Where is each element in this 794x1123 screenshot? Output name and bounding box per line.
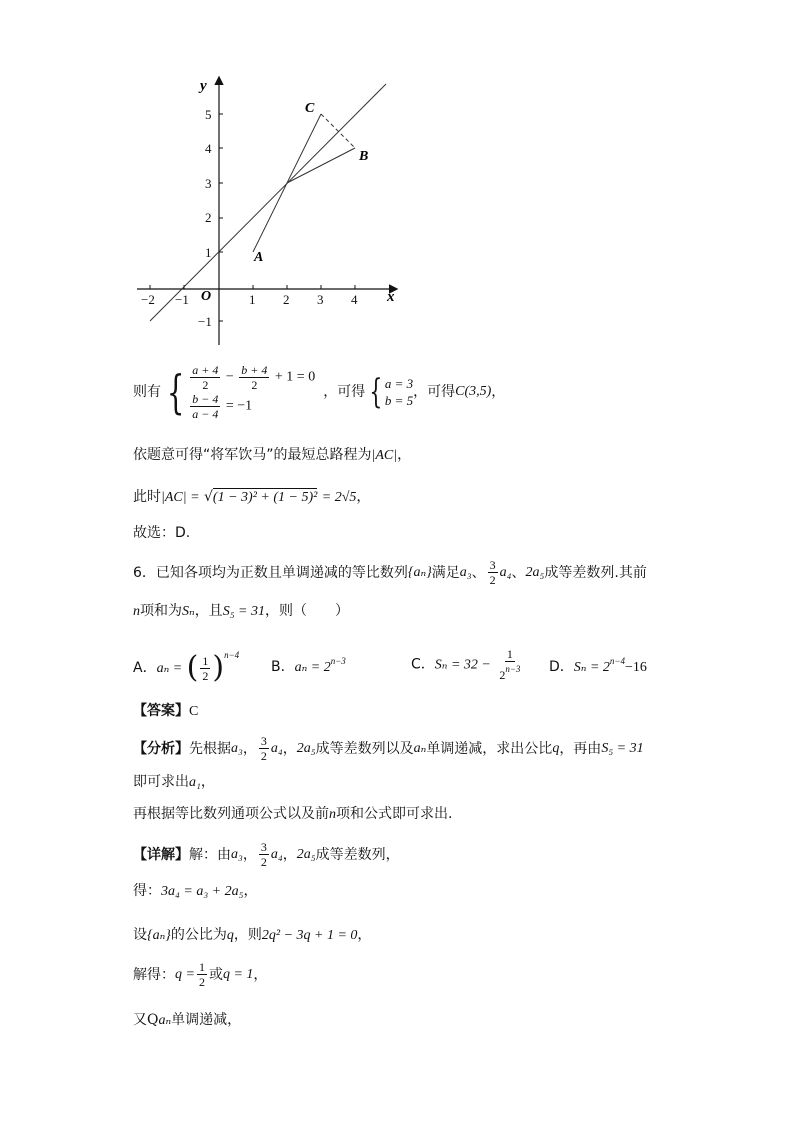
x-tick-label: 1	[249, 292, 256, 307]
text: 成等差数列，	[315, 846, 400, 863]
math: = 2√5	[321, 490, 357, 505]
choice-a[interactable]: A．aₙ = ( $\frac{1}{2}$ )$^{n-4}$	[133, 650, 240, 685]
math: aₙ = 2	[294, 659, 331, 675]
dashed-cb	[321, 114, 355, 148]
frac-den: 2	[260, 855, 267, 869]
exponent: n−3	[330, 655, 346, 666]
system-2: { a = 3 b = 5	[369, 372, 414, 412]
equation-system-line	[133, 357, 505, 427]
text: 成等差数列以及	[315, 740, 414, 757]
detail-line-1	[133, 840, 400, 869]
frac-num: b − 4	[192, 392, 219, 406]
frac-num: 3	[489, 558, 496, 572]
question-6	[133, 558, 647, 587]
text: ，则（ ）	[265, 603, 350, 619]
detail-tag: 【详解】	[133, 846, 189, 863]
radicand: (1 − 3)² + (1 − 5)²	[212, 490, 318, 505]
math: Sₙ	[182, 604, 195, 619]
question-number: 6．	[133, 564, 156, 581]
exponent: n−4	[224, 650, 240, 660]
frac-den: 2	[198, 975, 205, 989]
frac-num: 1	[198, 960, 205, 974]
frac-den: 2	[489, 573, 496, 587]
text: ，	[356, 489, 371, 505]
text: 解得：	[133, 966, 175, 983]
math: aₙ	[413, 740, 427, 756]
frac-den: 2	[202, 668, 209, 683]
text: ，	[200, 774, 215, 790]
point-c: C(3,5)	[455, 384, 492, 399]
frac-num: b + 4	[241, 363, 268, 377]
point-label-b: B	[359, 149, 369, 164]
text: 单调递减，	[171, 1012, 242, 1028]
text: ，	[242, 846, 257, 863]
frac-num: 1	[506, 646, 513, 661]
text: ，	[491, 384, 506, 400]
math: |AC| =	[161, 490, 200, 505]
text: ，且	[194, 603, 223, 619]
text: 满足	[431, 564, 460, 581]
question-6-line-2	[133, 601, 349, 622]
eq-tail: + 1 = 0	[274, 369, 316, 385]
text: 的公比为	[170, 927, 227, 943]
text: ，	[282, 740, 297, 757]
choice-b[interactable]	[271, 651, 411, 678]
text: ，	[357, 927, 372, 943]
exponent: n−3	[505, 663, 521, 674]
text: 、	[511, 564, 526, 581]
segment-b	[287, 148, 355, 183]
math: q	[552, 740, 560, 756]
math: {aₙ}	[407, 564, 432, 580]
x-tick-label: −1	[175, 292, 189, 307]
frac-den: 2	[251, 378, 258, 392]
text-line: 此时|AC| = √(1 − 3)² + (1 − 5)² = 2√5，	[133, 489, 371, 505]
x-tick-label: 2	[283, 292, 290, 307]
choice-label: D．	[549, 658, 574, 675]
exponent: n−4	[609, 655, 625, 666]
math: q = 1	[222, 966, 254, 982]
math: a₄	[270, 846, 283, 862]
text: 得：	[133, 883, 161, 899]
analysis-line-1	[133, 734, 644, 763]
math: S₅ = 31	[601, 740, 644, 756]
math: S₅ = 31	[222, 604, 266, 619]
math: {aₙ}	[147, 928, 171, 943]
analysis-line-2	[133, 772, 215, 793]
math: 3a₄ = a₃ + 2a₅	[161, 884, 244, 899]
frac-den: a − 4	[192, 407, 219, 421]
x-tick-label: 4	[351, 292, 358, 307]
y-tick-label: 5	[205, 107, 212, 122]
frac-den: 2	[260, 749, 267, 763]
text: ，再由	[559, 740, 602, 757]
math: 2a₅	[296, 740, 316, 756]
math: a₃	[459, 564, 472, 580]
math: a₄	[270, 740, 283, 756]
system-1: { $\frac{a + 4}{2}$ − $\frac{b + 4}{2}$ + 1 = 0 $\frac{b - 4}{a - 4}$ = −1	[166, 363, 316, 421]
text: ，	[282, 846, 297, 863]
frac-den: 2	[202, 378, 209, 392]
choice-label: C．	[411, 656, 435, 672]
frac-num: 1	[202, 653, 209, 668]
analysis-tag: 【分析】	[133, 740, 189, 757]
text: 成等差数列.其前	[544, 564, 647, 581]
math: aₙ	[158, 1013, 172, 1028]
math: Sₙ = 32 −	[434, 657, 491, 672]
text: 即可求出	[133, 774, 189, 790]
text: ，则	[233, 927, 262, 943]
text: 项和为	[140, 603, 182, 619]
text: 设	[133, 927, 147, 943]
text: 单调递减，求出公比	[426, 740, 553, 757]
text: ，可得	[323, 384, 366, 400]
math: 2q² − 3q + 1 = 0	[261, 928, 358, 943]
choice-label: B．	[271, 658, 295, 675]
x-tick-label: 3	[317, 292, 324, 307]
text: 先根据	[189, 740, 231, 757]
text: ，	[253, 966, 268, 983]
y-tick-label: 2	[205, 210, 212, 225]
math: Sₙ = 2	[573, 659, 610, 675]
answer-value: C	[189, 704, 199, 719]
symbol: Q	[147, 1012, 159, 1028]
math: q =	[175, 966, 195, 982]
text: ，	[243, 883, 258, 899]
y-tick-label: −1	[198, 314, 212, 329]
text: 依题意可得“将军饮马”的最短总路程为	[133, 447, 372, 463]
choice-d[interactable]	[549, 651, 647, 678]
choice-c[interactable]	[411, 647, 549, 682]
detail-line-3	[133, 925, 371, 946]
math: a₁	[189, 775, 201, 790]
math: 2a₅	[525, 564, 545, 580]
frac-num: 3	[260, 840, 267, 854]
text: 又	[133, 1012, 147, 1028]
y-tick-label: 3	[205, 176, 212, 191]
y-tick-label: 1	[205, 245, 212, 260]
math: |AC|	[371, 448, 398, 463]
math: −16	[624, 659, 647, 675]
x-tick-label: −2	[141, 292, 155, 307]
detail-line-4	[133, 960, 267, 989]
solution-a: a = 3	[384, 376, 414, 391]
math: a₃	[231, 740, 243, 756]
text: 项和公式即可求出.	[336, 806, 453, 822]
solution-b: b = 5	[384, 393, 414, 408]
text: 则有	[133, 384, 161, 400]
point-label-c: C	[305, 101, 315, 116]
text: ，	[242, 740, 257, 757]
op: −	[225, 369, 234, 385]
choices-row	[133, 646, 647, 685]
math: q	[226, 928, 234, 943]
math: a₃	[231, 846, 243, 862]
text: 已知各项均为正数且单调递减的等比数列	[155, 564, 408, 581]
frac-num: 3	[260, 734, 267, 748]
math: 2a₅	[296, 846, 316, 862]
text-line: 故选：D.	[133, 525, 191, 541]
math: a₄	[499, 564, 512, 580]
coordinate-graph	[0, 0, 794, 360]
answer-line	[133, 701, 198, 722]
text: 、	[471, 564, 486, 581]
frac-num: a + 4	[192, 363, 219, 377]
text: 或	[208, 966, 223, 983]
origin-label: O	[201, 289, 212, 304]
text: ，可得	[413, 384, 456, 400]
eq-tail: = −1	[225, 398, 253, 414]
x-axis-label: x	[387, 289, 395, 305]
text: 解：由	[189, 846, 231, 863]
math: aₙ =	[156, 661, 183, 676]
line-y-equals-x-plus-1	[150, 84, 386, 321]
text: 此时	[133, 489, 161, 505]
answer-tag: 【答案】	[133, 703, 189, 719]
math: n	[133, 604, 140, 619]
math: n	[329, 807, 336, 822]
y-axis-label: y	[200, 78, 207, 94]
frac-den: 2	[499, 667, 506, 682]
text-line	[133, 445, 411, 466]
text: 再根据等比数列通项公式以及前	[133, 806, 329, 822]
choice-label: A．	[133, 660, 157, 676]
point-label-a: A	[254, 250, 264, 265]
detail-line-2	[133, 881, 258, 902]
analysis-line-3	[133, 804, 452, 825]
y-tick-label: 4	[205, 141, 212, 156]
text: ，	[397, 447, 412, 463]
detail-line-5	[133, 1010, 241, 1031]
